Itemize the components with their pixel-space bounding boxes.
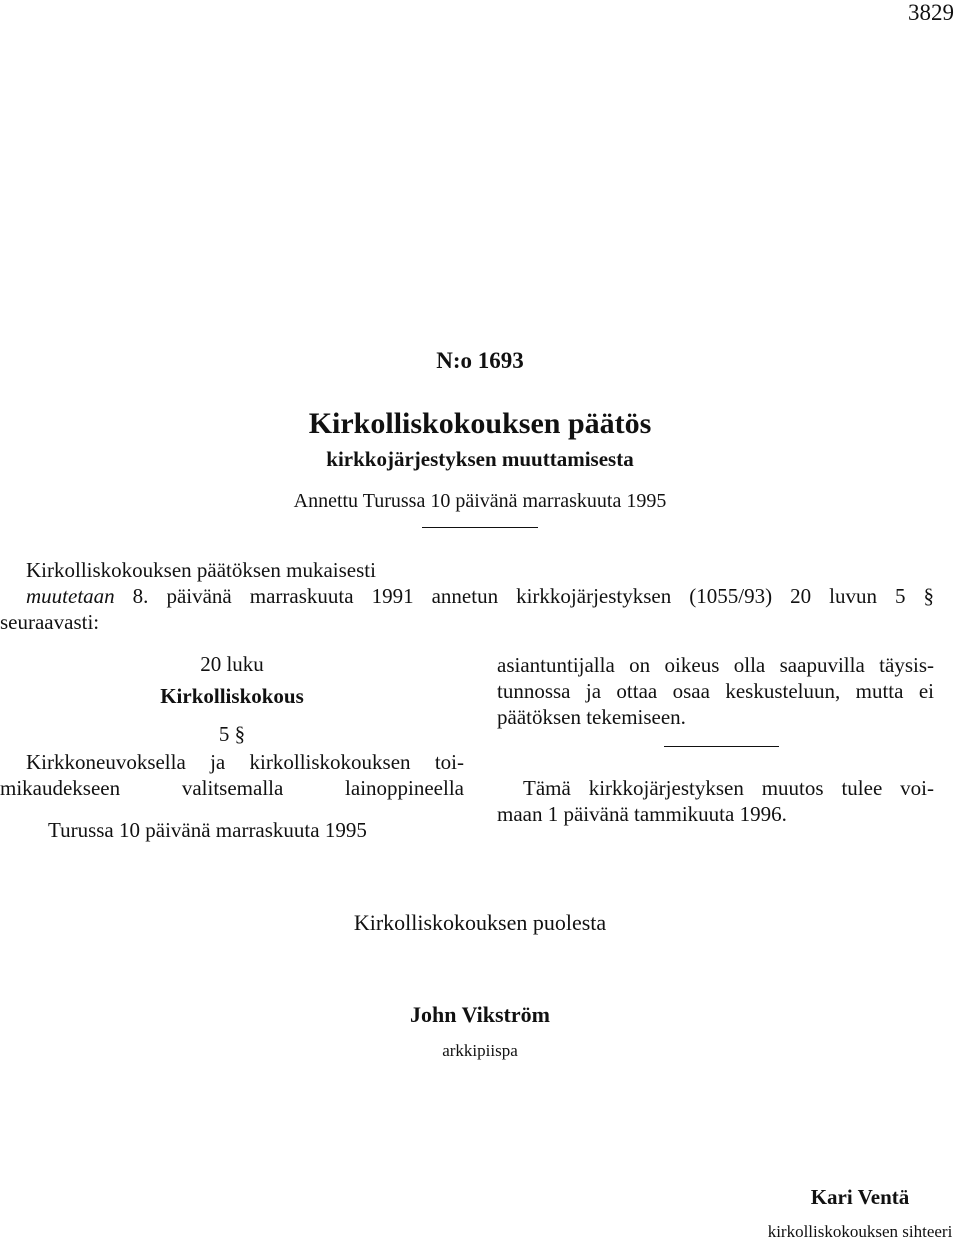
right-column-line-4: Tämä kirkkojärjestyksen muutos tulee voi- [523,776,934,800]
intro-italic-word: muutetaan [26,584,115,608]
title-divider [422,527,538,528]
intro-line-2-rest: 8. päivänä marraskuuta 1991 annetun kirkkojärjestyksen (1055/93) 20 luvun 5 § [114,584,934,608]
intro-line-1: Kirkolliskokouksen päätöksen mukaisesti [26,558,376,582]
signer-2-title: kirkolliskokouksen sihteeri [767,1222,953,1241]
section-divider [664,746,779,747]
signer-2-name: Kari Ventä [810,1185,910,1209]
right-column-line-5: maan 1 päivänä tammikuuta 1996. [497,802,787,826]
page-number: 3829 [908,0,954,25]
chapter-number: 20 luku [200,652,264,676]
left-column-line-1: Kirkkoneuvoksella ja kirkolliskokouksen toi- [26,750,464,774]
intro-line-2 [26,583,934,609]
right-column-line-3: päätöksen tekemiseen. [497,705,686,729]
date-line: Turussa 10 päivänä marraskuuta 1995 [48,818,367,842]
act-number: N:o 1693 [436,348,524,373]
right-column-line-1: asiantuntijalla on oikeus olla saapuvilla täysis- [497,653,934,677]
document-title: Kirkolliskokouksen päätös [308,407,652,440]
document-subtitle: kirkkojärjestyksen muuttamisesta [326,447,634,471]
signer-1-name: John Vikström [410,1002,550,1027]
intro-line-3: seuraavasti: [0,610,100,634]
issued-line: Annettu Turussa 10 päivänä marraskuuta 1995 [293,490,667,512]
chapter-title: Kirkolliskokous [160,684,304,708]
section-number: 5 § [218,722,246,746]
signer-1-title: arkkipiispa [442,1041,518,1060]
on-behalf-line: Kirkolliskokouksen puolesta [353,910,607,935]
left-column-line-2: mikaudekseen valitsemalla lainoppineella [0,776,464,800]
right-column-line-2: tunnossa ja ottaa osaa keskusteluun, mutta ei [497,679,934,703]
